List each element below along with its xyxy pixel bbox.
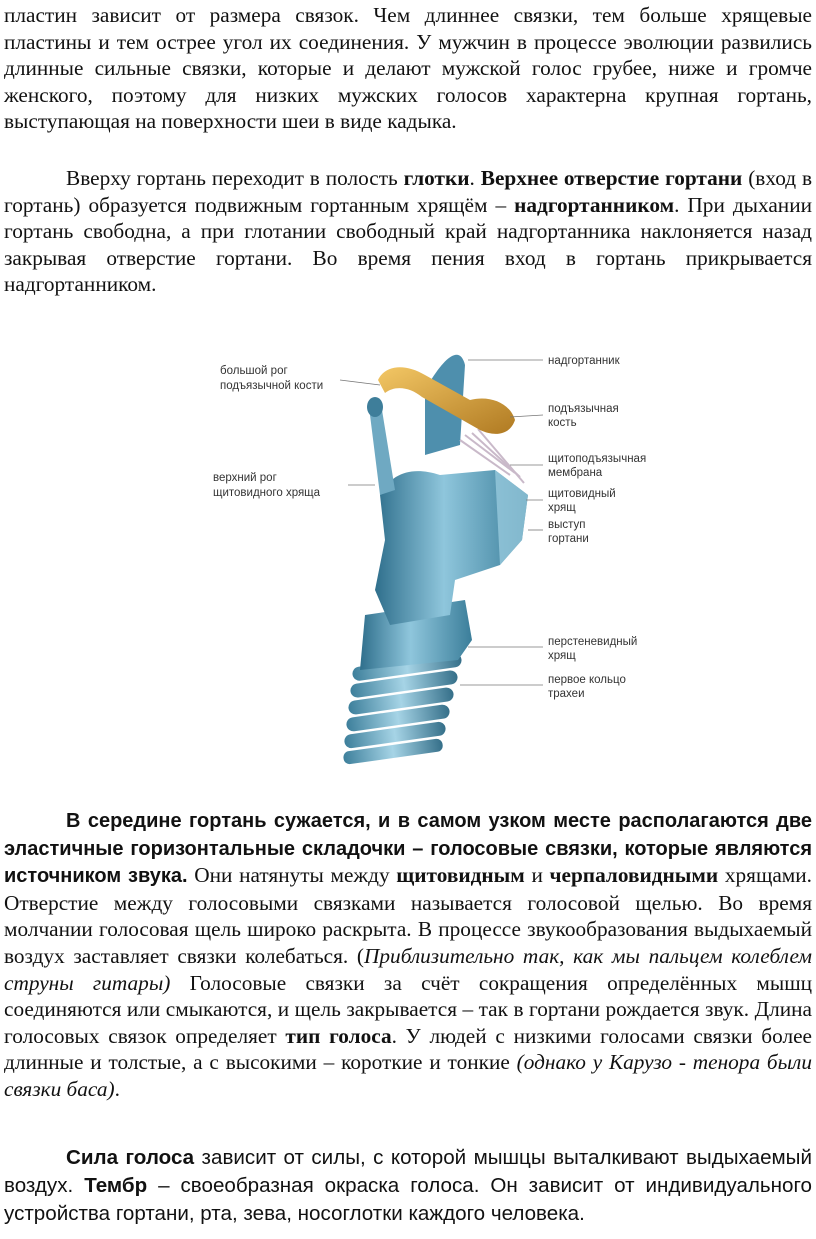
paragraph-4 (4, 1144, 812, 1228)
p3-text-3: хрящами. Отверстие между голосовыми связками называется голосовой щелью. Во время молчании голосовая щель широко раскрыта. В процессе звукообразования выдыхаемый воздух заставляет связки колебаться. ( (4, 863, 812, 968)
vocal-cords-statement: В середине гортань сужается, и в самом узком месте располагаются две эластичные горизонтальные складочки – голосовые связки, которые являются источником звука. (4, 810, 812, 888)
paragraph-1-text: пластин зависит от размера связок. Чем длиннее связки, тем больше хрящевые пластины и тем острее угол их соединения. У мужчин в процессе эволюции развились длинные сильные связки, которые и делают мужской голос грубее, ниже и громче женского, поэтому для низких мужских голосов характерна крупная гортань, выступающая на поверхности шеи в виде кадыка. (4, 3, 812, 134)
p4-text-2: – своеобразная окраска голоса. Он зависит от индивидуального устройства гортани, рта, зева, носоглотки каждого человека. (4, 1174, 812, 1225)
label-hyoid-line1: подъязычная (548, 403, 619, 415)
upper-horn-shape (370, 410, 395, 495)
label-epiglottis: надгортанник (548, 355, 620, 367)
p3-text-1: Они натянуты между (187, 863, 397, 888)
label-upper-horn-line1: верхний рог (213, 472, 277, 484)
p3-text-6: . (114, 1076, 120, 1101)
term-timbre: Тембр (84, 1174, 148, 1197)
label-thyrohyoid-line2: мембрана (548, 467, 603, 479)
term-pharynx: глотки (403, 166, 470, 190)
paragraph-3 (4, 807, 812, 1103)
label-trachea-line2: трахеи (548, 688, 585, 700)
label-upper-horn-line2: щитовидного хряща (213, 487, 321, 499)
p2-text-4: . При дыхании гортань свободна, а при глотании свободный край надгортанника наклоняется назад закрывая отверстие гортани. Во время пения вход в гортань прикрывается надгортанником. (4, 192, 812, 297)
label-prominence-line2: гортани (548, 533, 589, 545)
label-cricoid-line2: хрящ (548, 650, 576, 662)
p2-text-3: (вход в гортань) образуется подвижным гортанным хрящём – (4, 166, 812, 217)
paragraph-2 (4, 165, 812, 298)
term-voice-type: тип голоса (285, 1023, 392, 1048)
label-hyoid-line2: кость (548, 417, 577, 429)
p2-text-1: Вверху гортань переходит в полость (66, 166, 404, 190)
label-cricoid-line1: перстеневидный (548, 636, 638, 648)
term-epiglottis: надгортанником (514, 192, 675, 217)
p2-text-2: . (469, 166, 481, 190)
label-big-horn-line2: подъязычной кости (220, 380, 324, 392)
p3-text-5: . У людей с низкими голосами связки более длинные и толстые, а с высокими – короткие и тонкие (4, 1023, 812, 1075)
term-thyroid: щитовидным (396, 863, 525, 888)
label-prominence-line1: выступ (548, 519, 586, 531)
p4-text-1: зависит от силы, с которой мышцы выталкивают выдыхаемый воздух. (4, 1146, 812, 1197)
term-voice-strength: Сила голоса (66, 1146, 195, 1169)
label-trachea-line1: первое кольцо (548, 674, 626, 686)
p3-text-2: и (524, 863, 550, 888)
label-thyroid-line1: щитовидный (548, 488, 616, 500)
term-arytenoid: черпаловидными (549, 863, 719, 888)
guitar-analogy: Приблизительно так, как мы пальцем колеблем струны гитары) (4, 943, 812, 995)
caruso-note: (однако у Карузо - тенора были связки баса) (4, 1050, 812, 1101)
label-thyroid-line2: хрящ (548, 502, 576, 514)
term-upper-opening: Верхнее отверстие гортани (480, 166, 743, 190)
paragraph-1 (4, 2, 812, 135)
p3-text-4: Голосовые связки за счёт сокращения определённых мышц соединяются или смыкаются, и щель закрывается – так в гортани рождается звук. Длина голосовых связок определяет (4, 970, 812, 1048)
label-big-horn-line1: большой рог (220, 365, 288, 377)
label-thyrohyoid-line1: щитоподъязычная (548, 453, 647, 465)
larynx-illustration (210, 325, 680, 785)
